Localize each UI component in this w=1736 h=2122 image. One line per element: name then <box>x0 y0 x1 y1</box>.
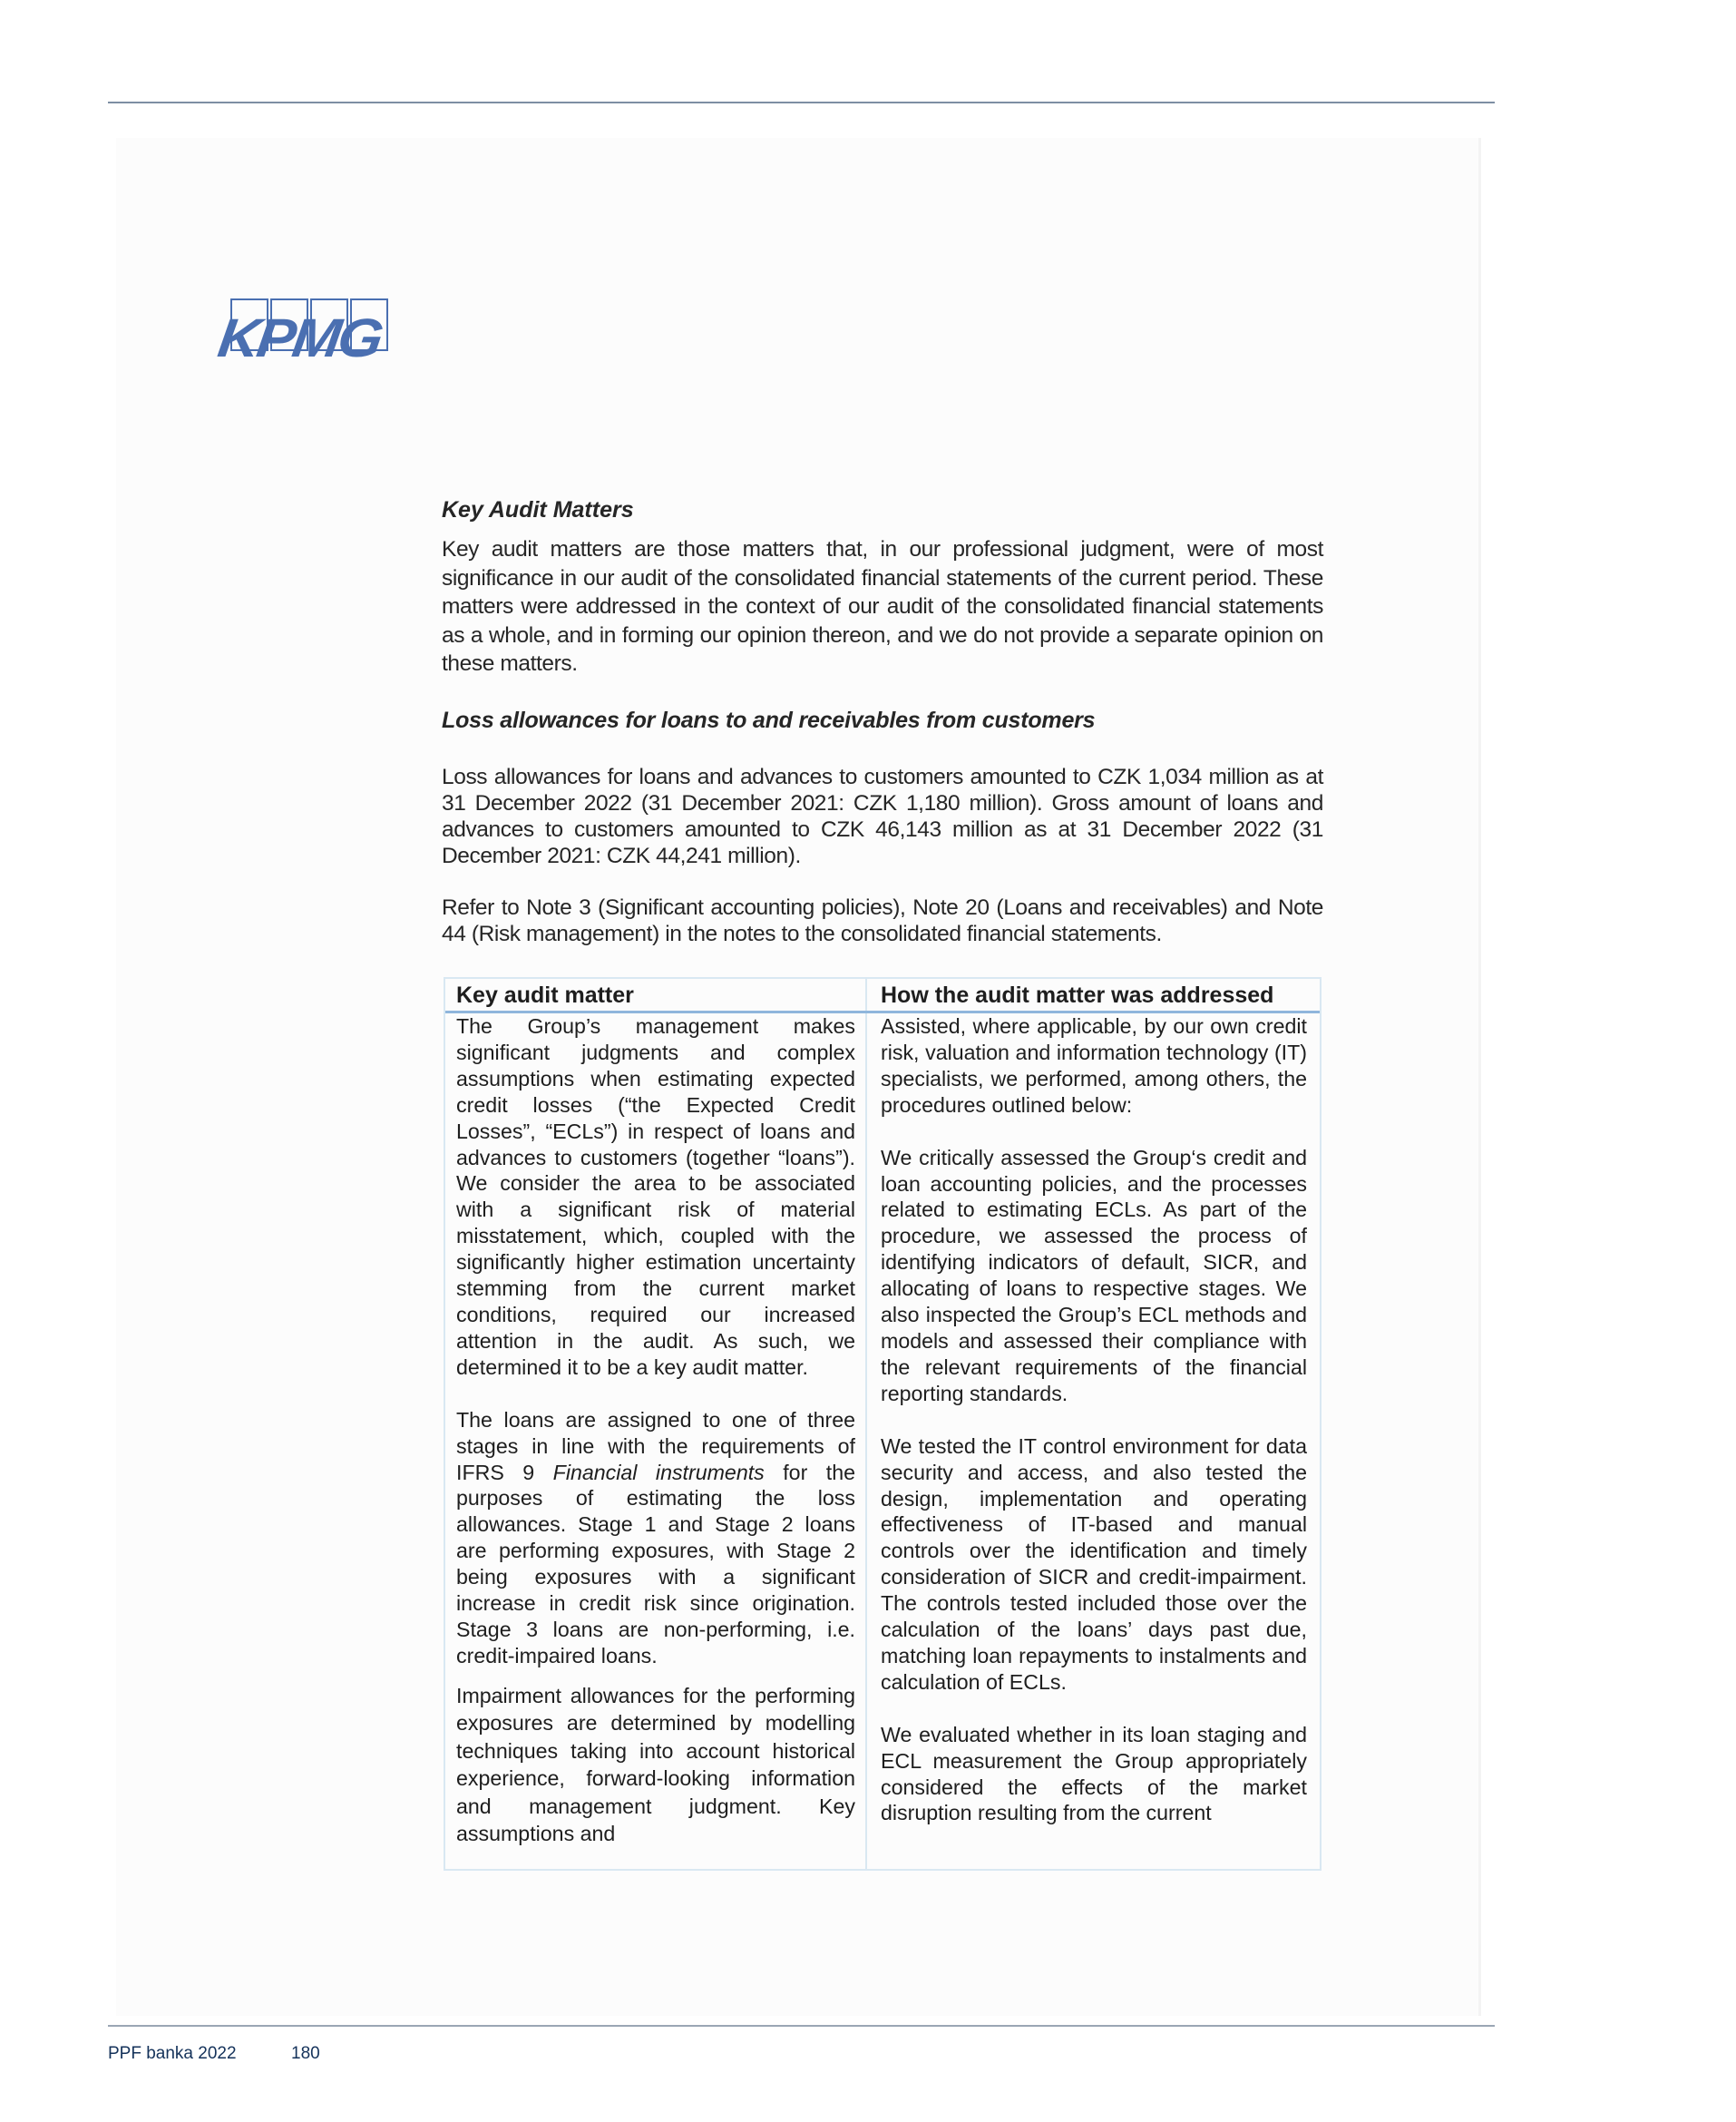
kpmg-logo <box>214 297 409 373</box>
kam-text-italic: Financial instruments <box>552 1460 765 1484</box>
key-audit-matter-table <box>444 977 1322 1871</box>
response-paragraph: Assisted, where applicable, by our own credit risk, valuation and information technology (IT) specialists, we performed, among others, the procedures outlined below: <box>881 1014 1307 1117</box>
kam-text: for the purposes of estimating the loss allowances. Stage 1 and Stage 2 loans are performing exposures, with Stage 2 being exposures with a significant increase in credit risk since origination. Stage 3 loans are non-performing, i.e. credit-impaired loans. <box>456 1460 855 1667</box>
loss-allowances-heading: Loss allowances for loans to and receivables from customers <box>442 708 1096 733</box>
kam-paragraph: The Group’s management makes significant judgments and complex assumptions when estimating expected credit losses (“the Expected Credit Losses”, “ECLs”) in respect of loans and advances to customers (together “loans”). We consider the area to be associated with a significant risk of material misstatement, which, coupled with the significantly higher estimation uncertainty stemming from the current market conditions, required our increased attention in the audit. As such, we determined it to be a key audit matter. <box>456 1014 855 1379</box>
response-paragraph: We critically assessed the Group‘s credit and loan accounting policies, and the processes related to estimating ECLs. As part of the procedure, we assessed the process of identifying indicators of default, SICR, and allocating of loans to respective stages. We also inspected the Group’s ECL methods and models and assessed their compliance with the relevant requirements of the financial reporting standards. <box>881 1145 1307 1405</box>
kam-paragraph <box>456 1407 855 1669</box>
kam-paragraph: Impairment allowances for the performing exposures are determined by modelling techniques taking into account historical experience, forward-looking information and management judgment. Key assumptions and <box>456 1683 855 1846</box>
logo-text: KPMG <box>214 308 385 368</box>
response-paragraph: We tested the IT control environment for data security and access, and also tested the design, implementation and operating effectiveness of IT-based and manual controls over the identification and timely consideration of SICR and credit-impairment. The controls tested included those over the calculation of the loans’ days past due, matching loan repayments to instalments and calculation of ECLs. <box>881 1433 1307 1694</box>
how-addressed-column <box>881 1013 1307 1826</box>
header-rule <box>108 102 1495 103</box>
key-audit-matters-intro: Key audit matters are those matters that, in our professional judgment, were of most significance in our audit of the consolidated financial statements of the current period. These matters were addressed in the context of our audit of the consolidated financial statements as a whole, and in forming our opinion thereon, and we do not provide a separate opinion on these matters. <box>442 537 1323 677</box>
notes-reference: Refer to Note 3 (Significant accounting policies), Note 20 (Loans and receivables) and Note 44 (Risk management) in the notes to the consolidated financial statements. <box>442 895 1323 946</box>
key-audit-matters-heading: Key Audit Matters <box>442 497 634 523</box>
kam-text: The loans are assigned to one of three stages in line with the requirements of IFRS 9 <box>456 1407 855 1484</box>
page-number: 180 <box>291 2044 320 2063</box>
column-header-key-audit-matter: Key audit matter <box>456 983 634 1008</box>
footer-rule <box>108 2025 1495 2027</box>
loss-allowances-summary: Loss allowances for loans and advances to customers amounted to CZK 1,034 million as at 31 December 2022 (31 December 2021: CZK 1,180 million). Gross amount of loans and advances to customers amounted to CZK 46,143 million as at 31 December 2022 (31 December 2021: CZK 44,241 million). <box>442 765 1323 868</box>
footer-publication: PPF banka 2022 <box>108 2044 237 2063</box>
response-paragraph: We evaluated whether in its loan staging and ECL measurement the Group appropriately considered the effects of the market disruption resulting from the current <box>881 1722 1307 1825</box>
column-divider <box>865 979 867 1869</box>
key-audit-matter-column <box>456 1013 855 1848</box>
column-header-how-addressed: How the audit matter was addressed <box>881 983 1274 1008</box>
